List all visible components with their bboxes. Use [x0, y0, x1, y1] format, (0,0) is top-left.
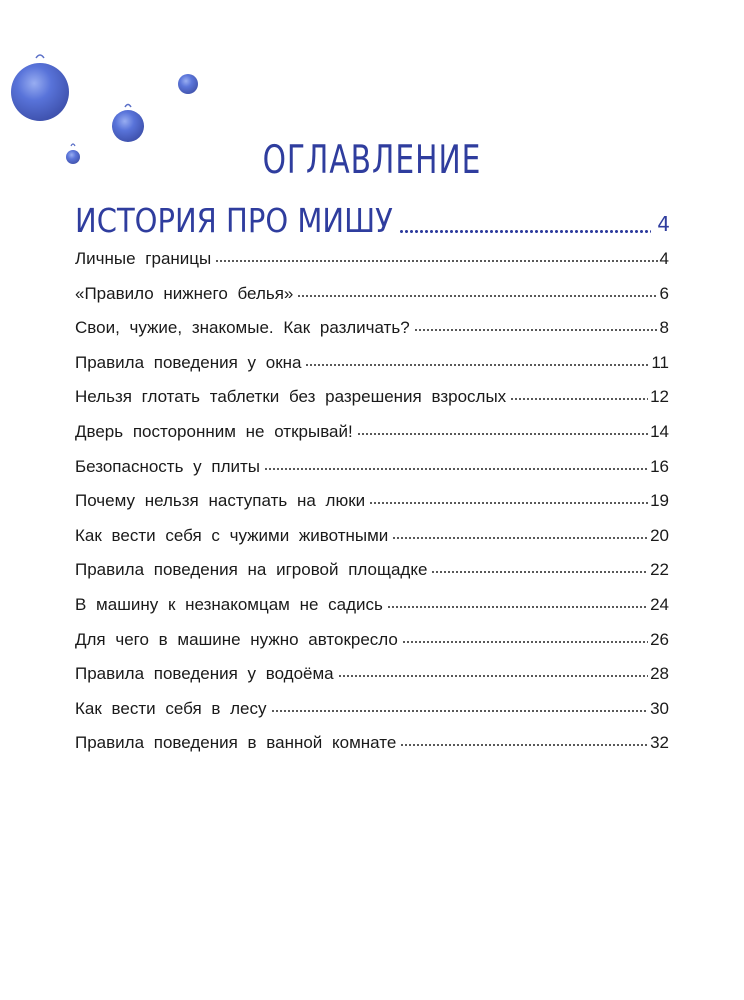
toc-item-label: Правила поведения у водоёма: [75, 664, 334, 684]
toc-item-page: 20: [650, 525, 669, 545]
toc-item[interactable]: [75, 659, 669, 694]
toc-item[interactable]: [75, 625, 669, 660]
toc-item-label: Безопасность у плиты: [75, 456, 261, 476]
dot-leader: [271, 709, 649, 713]
dot-leader: [510, 397, 648, 401]
toc-item-page: 32: [650, 733, 669, 753]
page-title: ОГЛАВЛЕНИЕ: [262, 136, 482, 183]
toc-item[interactable]: [75, 244, 669, 279]
toc-item[interactable]: [75, 521, 669, 556]
toc-item-page: 24: [650, 594, 669, 614]
section-page-number: 4: [657, 212, 670, 236]
ornament-large: [11, 55, 69, 121]
toc-item-page: 11: [651, 352, 669, 372]
toc-item[interactable]: [75, 694, 669, 729]
toc-item[interactable]: [75, 590, 669, 625]
toc-item-page: 12: [650, 387, 669, 407]
dot-leader: [305, 363, 649, 367]
dot-leader: [400, 743, 648, 747]
dot-leader: [399, 228, 651, 234]
toc-item[interactable]: [75, 555, 669, 590]
toc-item-label: «Правило нижнего белья»: [75, 283, 294, 303]
toc-item[interactable]: [75, 348, 669, 383]
ornament-small-right: [178, 74, 198, 94]
toc-item[interactable]: [75, 279, 669, 314]
dot-leader: [414, 328, 658, 332]
toc-item-page: 4: [659, 249, 669, 268]
dot-leader: [297, 294, 657, 298]
toc-item-page: 28: [650, 664, 669, 684]
toc-item-label: Для чего в машине нужно автокресло: [75, 629, 398, 649]
toc-item-page: 19: [650, 491, 669, 511]
toc-item-page: 8: [659, 318, 669, 338]
toc-item-label: Как вести себя в лесу: [75, 698, 267, 718]
toc-item-page: 26: [650, 629, 669, 649]
toc-list: [75, 244, 669, 763]
toc-section-row[interactable]: [75, 198, 670, 240]
toc-item-page: 16: [650, 456, 669, 476]
dot-leader: [264, 467, 648, 471]
dot-leader: [402, 640, 648, 644]
dot-leader: [392, 536, 648, 540]
toc-item[interactable]: [75, 313, 669, 348]
dot-leader: [215, 259, 657, 263]
section-title: ИСТОРИЯ ПРО МИШУ: [75, 201, 393, 240]
dot-leader: [369, 501, 648, 505]
toc-item[interactable]: [75, 728, 669, 763]
toc-item[interactable]: [75, 486, 669, 521]
toc-item-label: Свои, чужие, знакомые. Как различать?: [75, 318, 410, 338]
dot-leader: [387, 605, 648, 609]
toc-item-page: 22: [650, 560, 669, 580]
toc-item-label: Почему нельзя наступать на люки: [75, 491, 366, 511]
toc-item-page: 30: [650, 698, 669, 718]
toc-item[interactable]: [75, 417, 669, 452]
toc-item[interactable]: [75, 382, 669, 417]
toc-item-page: 14: [650, 421, 669, 441]
toc-item-label: Личные границы: [75, 249, 212, 268]
dot-leader: [357, 432, 648, 436]
toc-item-page: 6: [659, 283, 669, 303]
toc-item-label: Дверь посторонним не открывай!: [75, 421, 353, 441]
toc-item[interactable]: [75, 452, 669, 487]
toc-item-label: Как вести себя с чужими животными: [75, 525, 389, 545]
toc-item-label: В машину к незнакомцам не садись: [75, 594, 383, 614]
dot-leader: [338, 674, 648, 678]
toc-item-label: Нельзя глотать таблетки без разрешения взрослых: [75, 387, 507, 407]
dot-leader: [431, 570, 648, 574]
toc-item-label: Правила поведения у окна: [75, 352, 302, 372]
toc-item-label: Правила поведения на игровой площадке: [75, 560, 428, 580]
toc-item-label: Правила поведения в ванной комнате: [75, 733, 397, 753]
